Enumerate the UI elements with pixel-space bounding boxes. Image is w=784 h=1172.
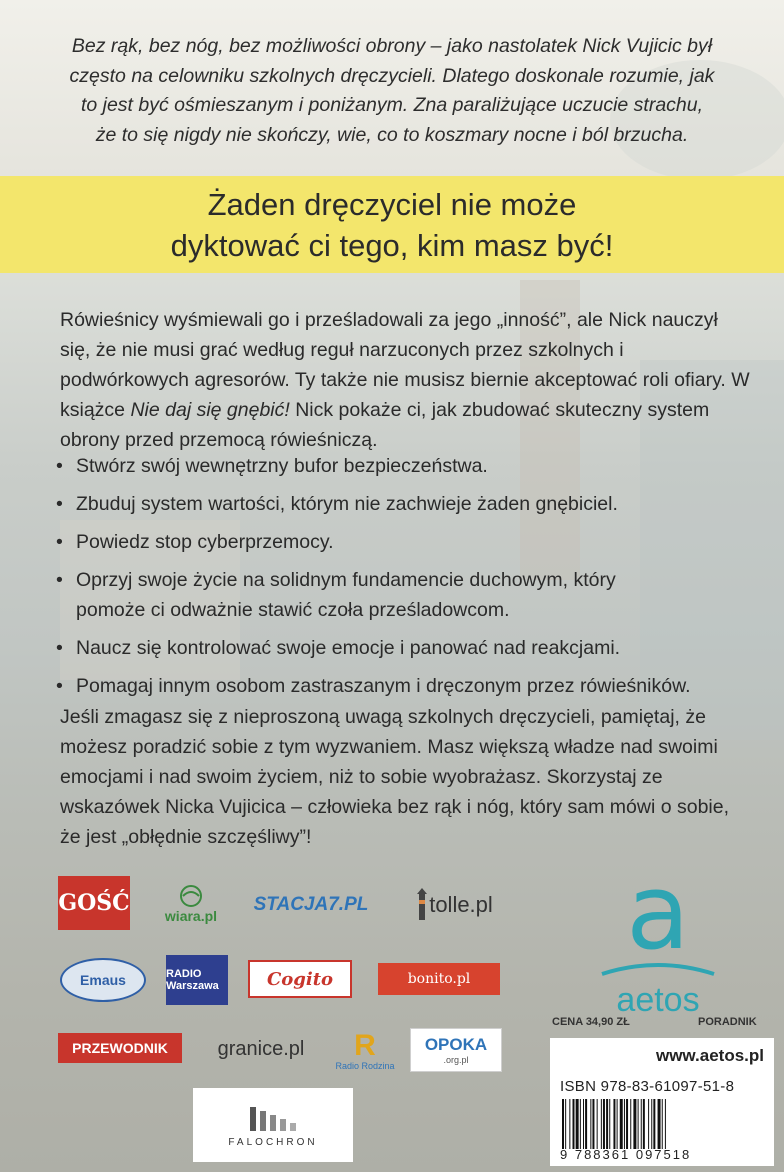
price-label: CENA 34,90 ZŁ	[552, 1016, 630, 1028]
intro-line: często na celowniku szkolnych dręczycieli. Dlatego doskonale rozumie, jak	[69, 64, 715, 87]
list-item: • Pomagaj innym osobom zastraszanym i dręczonym przez rówieśników.	[50, 671, 770, 701]
wiara-icon	[176, 884, 206, 908]
bonito-logo: bonito.pl	[378, 963, 500, 995]
tolle-logo	[400, 882, 508, 928]
emaus-logo: Emaus	[60, 958, 146, 1002]
falochron-icon	[248, 1103, 298, 1133]
aetos-name: aetos	[616, 981, 700, 1019]
benefits-list	[50, 451, 770, 709]
radio-rodzina-logo	[334, 1026, 396, 1076]
radio-warszawa-logo: RADIO Warszawa	[166, 955, 228, 1005]
opoka-text: OPOKA	[424, 1035, 488, 1054]
granice-logo: granice.pl	[217, 1037, 305, 1060]
tolle-text: tolle.pl	[429, 892, 493, 917]
tagline-line-2: dyktować ci tego, kim masz być!	[170, 228, 614, 263]
lighthouse-icon	[415, 888, 429, 922]
list-item: • Oprzyj swoje życie na solidnym fundamencie duchowym, który pomoże ci odważnie stawić czoła prześladowcom.	[50, 565, 770, 625]
tagline-banner	[0, 176, 784, 273]
barcode-number: 9 788361 097518	[560, 1147, 692, 1162]
list-item: • Stwórz swój wewnętrzny bufor bezpieczeństwa.	[50, 451, 770, 481]
description-paragraph	[60, 305, 750, 455]
intro-text	[24, 32, 760, 150]
przewodnik-logo: PRZEWODNIK	[58, 1033, 182, 1063]
barcode-image	[560, 1099, 760, 1149]
list-item: • Naucz się kontrolować swoje emocje i panować nad reakcjami.	[50, 633, 770, 663]
description-text-start: Rówieśnicy wyśmiewali go i prześladowali za jego „inność”, ale Nick nauczył się, że nie musi grać według reguł narzuconych przez szkolnych i podwórkowych agresorów. Ty także nie musisz biernie akceptować roli ofiary. W książce	[60, 309, 750, 421]
book-title: Nie daj się gnębić!	[130, 399, 290, 421]
wave-icon	[598, 962, 718, 978]
gosc-logo: GOŚĆ	[58, 876, 130, 930]
falochron-text: FALOCHRON	[228, 1136, 318, 1148]
stacja7-logo: STACJA7.PL	[253, 894, 369, 915]
aetos-logo	[598, 851, 718, 1019]
closing-paragraph: Jeśli zmagasz się z nieproszoną uwagą szkolnych dręczycieli, pamiętaj, że możesz poradzić sobie z tym wyzwaniem. Masz większą władze nad swoimi emocjami i nad swoim życiem, niż to sobie wyobrażasz. Skorzystaj ze wskazówek Nicka Vujicica – człowieka bez rąk i nóg, który sam mówi o sobie, że jest „obłędnie szczęśliwy”!	[60, 706, 730, 848]
intro-line: że to się nigdy nie skończy, wie, co to koszmary nocne i ból brzucha.	[95, 123, 689, 146]
rodzina-text: Radio Rodzina	[335, 1061, 395, 1071]
intro-line: to jest być ośmieszanym i poniżanym. Zna paraliżujące uczucie strachu,	[80, 94, 704, 116]
aetos-mark: a	[626, 851, 690, 973]
description-text-end: Nick pokaże ci, jak zbudować skuteczny system obrony przed przemocą rówieśniczą.	[60, 399, 710, 451]
wiara-text: wiara.pl	[164, 908, 218, 924]
category-label: PORADNIK	[698, 1016, 757, 1028]
falochron-logo	[193, 1088, 353, 1162]
opoka-subtext: .org.pl	[443, 1055, 469, 1065]
tagline-line-1: Żaden dręczyciel nie może	[207, 187, 577, 222]
cogito-logo: Cogito	[248, 960, 352, 998]
rodzina-mark: R	[354, 1029, 376, 1062]
opoka-logo	[410, 1028, 502, 1072]
barcode-panel	[550, 1038, 774, 1166]
wiara-logo	[160, 876, 222, 932]
publisher-url: www.aetos.pl	[655, 1046, 764, 1065]
intro-line: Bez rąk, bez nóg, bez możliwości obrony – jako nastolatek Nick Vujicic był	[71, 35, 713, 57]
isbn-label: ISBN 978-83-61097-51-8	[560, 1078, 735, 1095]
list-item: • Powiedz stop cyberprzemocy.	[50, 527, 770, 557]
list-item: • Zbuduj system wartości, którym nie zachwieje żaden gnębiciel.	[50, 489, 770, 519]
